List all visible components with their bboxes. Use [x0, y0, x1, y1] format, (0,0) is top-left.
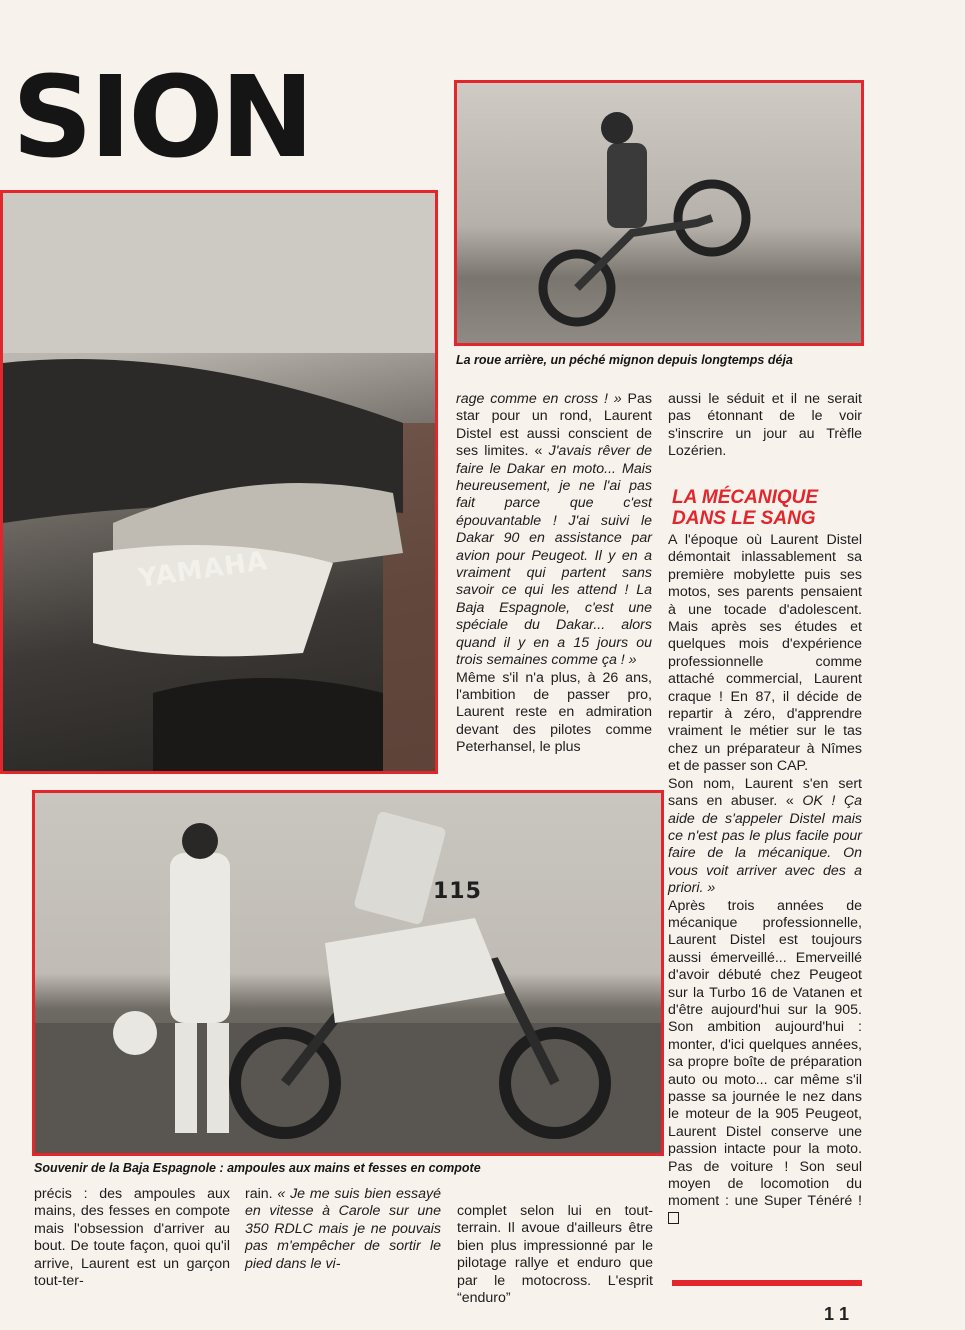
yamaha-tank-text: YAMAHA [136, 546, 270, 594]
column-bottom-1 [34, 1186, 230, 1290]
col-right-p2: A l'époque où Laurent Distel démontait inlassablement sa première mobylette puis ses motos, ses parents pensaient à une tocade d'adolescent. Mais après ses études et quelques mois d'expérience professionnelle comme attaché commercial, Laurent craque ! En 87, il décide de repartir à zéro, d'apprendre vraiment le métier sur le tas chez un préparateur à Nîmes et de passer son CAP. [668, 532, 862, 775]
column-bottom-2 [245, 1186, 441, 1273]
end-red-rule [672, 1280, 862, 1286]
column-middle [456, 391, 652, 757]
photo-wheelie [454, 80, 864, 346]
bottom-c2-text: rain. [245, 1186, 273, 1202]
baja-illustration [35, 793, 664, 1156]
bottom-c2-quote: « Je me suis bien essayé en vitesse à Carole sur une 350 RDLC mais je ne pouvais pas m'empêcher de sortir le pied dans le vi- [245, 1186, 441, 1272]
page-number: 11 [824, 1304, 856, 1324]
column-right [668, 532, 862, 1228]
col-right-p1: aussi le séduit et il ne serait pas étonnant de le voir s'inscrire un jour au Trèfle Lozérien. [668, 391, 862, 460]
col-right-quote: OK ! Ça aide de s'appeler Distel mais ce n'est pas le plus facile pour faire de la mécanique. On vous voit arriver avec des a priori. » [668, 793, 862, 897]
bottom-c3: complet selon lui en tout-terrain. Il avoue d'ailleurs être bien plus impressionné par le pilotage rallye et enduro que par le motocross. L'esprit “enduro” [457, 1203, 653, 1307]
photo-baja [32, 790, 664, 1156]
baja-plate-number: 115 [433, 879, 482, 904]
caption-wheelie: La roue arrière, un péché mignon depuis longtemps déja [456, 353, 793, 367]
col-mid-p2: Même s'il n'a plus, à 26 ans, l'ambition de passer pro, Laurent reste en admiration devant des pilotes comme Peterhansel, le plus [456, 669, 652, 756]
photo-portrait [0, 190, 438, 774]
headline: SION [12, 53, 312, 183]
subhead-mecanique: LA MÉCANIQUE DANS LE SANG [672, 487, 819, 529]
col-right-p3: Son nom, Laurent s'en sert sans en abuser. « [668, 775, 862, 810]
bottom-c1: précis : des ampoules aux mains, des fesses en compote mais l'obsession d'arriver au bout. De toute façon, quoi qu'il arrive, Laurent est un garçon tout-ter- [34, 1186, 230, 1290]
col-mid-quote: J'avais rêver de faire le Dakar en moto... Mais heureusement, je ne l'ai pas fait parce que c'est épouvantable ! J'ai suivi le Dakar 90 en assistance par avion pour Peugeot. Il y en a vraiment qui partent sans savoir ce qui les attend ! La Baja Espagnole, c'est une spéciale du Dakar... alors quand il y en a 15 jours ou trois semaines comme ça ! » [456, 443, 652, 669]
col-mid-p1: Pas star pour un rond, Laurent Distel est aussi conscient de ses limites. « [456, 391, 652, 460]
wheelie-rider-illustration [457, 83, 864, 346]
col-mid-quote-end: rage comme en cross ! » [456, 391, 622, 407]
end-mark-icon [668, 1212, 679, 1224]
caption-baja: Souvenir de la Baja Espagnole : ampoules aux mains et fesses en compote [34, 1161, 481, 1175]
column-bottom-3 [457, 1203, 653, 1307]
col-right-p4: Après trois années de mécanique professionnelle, Laurent Distel est toujours aussi émerveillé... Emerveillé d'avoir débuté chez Peugeot sur la Turbo 16 de Vatanen et d'être aujourd'hui sur la 905. Son ambition aujourd'hui : monter, d'ici quelques années, sa propre boîte de préparation auto ou moto... car même s'il passe sa journée le nez dans le moteur de la 905 Peugeot, Laurent Distel conserve une passion intacte pour la moto. Pas de voiture ! Son seul moyen de locomotion du moment : une Super Ténéré ! [668, 897, 862, 1210]
portrait-illustration [3, 193, 438, 774]
column-right-top [668, 391, 862, 461]
